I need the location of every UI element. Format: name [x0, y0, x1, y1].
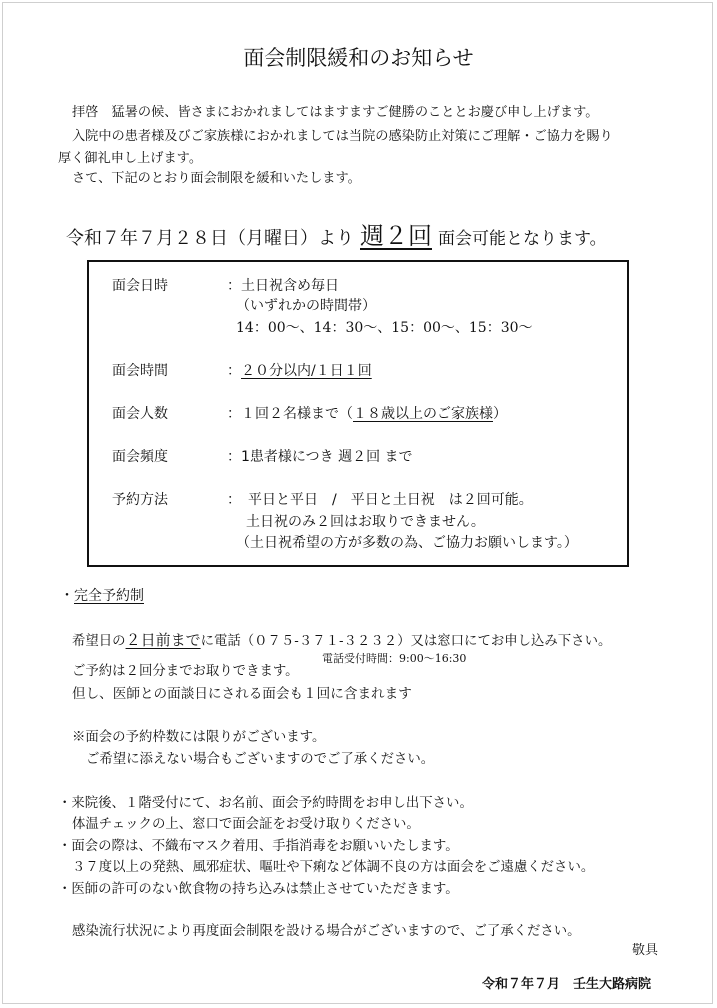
duration-value-text: ２０分以内/１日１回 — [241, 363, 372, 379]
booking-value-line3: （土日祝希望の方が多数の為、ご協力お願いします。） — [236, 535, 578, 551]
headline-date: 令和７年７月２８日（月曜日）より — [66, 228, 354, 249]
closing-text: 感染流行状況により再度面会制限を設ける場合がございますので、ご了承ください。 — [72, 924, 581, 939]
reservation-note2: ご希望に添えない場合もございますのでご了承ください。 — [86, 752, 435, 767]
closing-word: 敬具 — [632, 943, 659, 958]
note-food: ・医師の許可のない飲食物の持ち込みは禁止させていただきます。 — [58, 882, 459, 897]
people-label: 面会人数 — [112, 406, 168, 422]
datetime-label: 面会日時 — [112, 278, 168, 294]
intro-greeting: 拝啓 猛暑の候、皆さまにおかれましてはますますご健勝のこととお慶び申し上げます。 — [72, 105, 599, 120]
headline-suffix: となります。 — [506, 229, 607, 249]
page-title: 面会制限緩和のお知らせ — [243, 46, 474, 70]
note-temperature: 体温チェックの上、窓口で面会証をお受け取りください。 — [72, 817, 420, 832]
duration-value: ：２０分以内/１日１回 — [227, 363, 372, 379]
people-value-condition: １８歳以上のご家族様 — [353, 406, 493, 422]
phone-hours: 電話受付時間：9:00～16:30 — [322, 652, 467, 665]
datetime-value-line3: 14：00～、14：30～、15：00～、15：30～ — [236, 320, 533, 336]
duration-label: 面会時間 — [112, 363, 168, 379]
frequency-label: 面会頻度 — [112, 449, 168, 465]
note-reception: ・来院後、１階受付にて、お名前、面会予約時間をお申し出下さい。 — [58, 796, 473, 811]
booking-value-line2: 土日祝のみ２回はお取りできません。 — [246, 514, 485, 530]
intro-thanks-line1: 入院中の患者様及びご家族様におかれましては当院の感染防止対策にご理解・ご協力を賜り — [72, 129, 613, 144]
note-mask: ・面会の際は、不織布マスク着用、手指消毒をお願いいたします。 — [58, 839, 459, 854]
people-value: ：１回２名様まで（１８歳以上のご家族様） — [227, 406, 507, 422]
datetime-value-line2: （いずれかの時間帯） — [236, 298, 376, 314]
reservation-note1: ※面会の予約枠数には限りがございます。 — [72, 730, 326, 745]
booking-label: 予約方法 — [112, 492, 168, 508]
reservation-line2: ご予約は２回分までお取りできます。 — [72, 664, 299, 679]
reservation-heading: ・完全予約制 — [60, 588, 144, 604]
reservation-deadline: ２日前まで — [125, 631, 201, 649]
intro-announcement: さて、下記のとおり面会制限を緩和いたします。 — [72, 171, 361, 186]
datetime-value-line1: ：土日祝含め毎日 — [227, 278, 339, 294]
headline-visit-available: 面会可能 — [438, 229, 506, 249]
booking-value-line1: ： 平日と平日 / 平日と土日祝 は２回可能。 — [227, 492, 533, 508]
reservation-heading-text: 完全予約制 — [74, 588, 144, 604]
intro-thanks-line2: 厚く御礼申し上げます。 — [58, 151, 203, 166]
note-illness: ３７度以上の発熱、風邪症状、嘔吐や下痢など体調不良の方は面会をご遠慮ください。 — [72, 860, 595, 875]
headline-frequency: 週２回 — [360, 222, 432, 250]
headline — [66, 216, 607, 251]
reservation-line3: 但し、医師との面談日にされる面会も１回に含まれます — [72, 686, 412, 702]
signature: 令和７年７月 壬生大路病院 — [482, 977, 652, 992]
reservation-line1: 希望日の２日前までに電話（０７５-３７１-３２３２）又は窓口にてお申し込み下さい。 — [72, 631, 612, 649]
frequency-value: ：1患者様につき 週２回 まで — [227, 449, 413, 465]
